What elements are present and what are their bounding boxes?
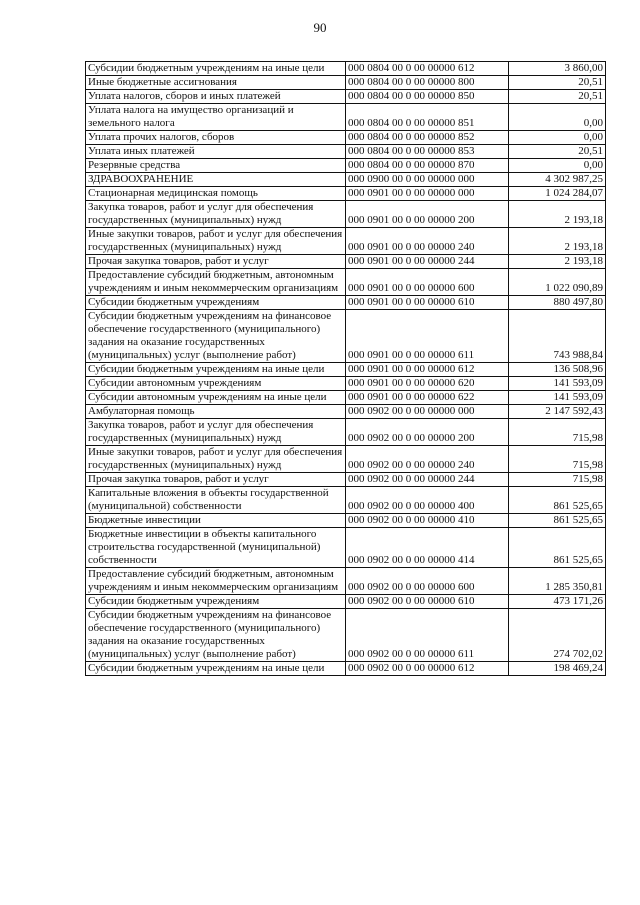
row-code-cell: 000 0804 00 0 00 00000 612 bbox=[346, 62, 509, 76]
row-name-cell: Субсидии бюджетным учреждениям bbox=[86, 595, 346, 609]
row-amount-cell: 2 193,18 bbox=[509, 255, 606, 269]
table-row bbox=[86, 528, 606, 568]
row-name-cell: Иные бюджетные ассигнования bbox=[86, 76, 346, 90]
row-name-cell: Бюджетные инвестиции bbox=[86, 514, 346, 528]
table-row bbox=[86, 296, 606, 310]
row-code-cell: 000 0902 00 0 00 00000 200 bbox=[346, 419, 509, 446]
page-number: 90 bbox=[313, 20, 327, 35]
row-amount-cell: 141 593,09 bbox=[509, 391, 606, 405]
row-name-cell: Уплата налогов, сборов и иных платежей bbox=[86, 90, 346, 104]
row-name-cell: Субсидии автономным учреждениям на иные цели bbox=[86, 391, 346, 405]
row-code-cell: 000 0902 00 0 00 00000 414 bbox=[346, 528, 509, 568]
row-name-cell: Уплата прочих налогов, сборов bbox=[86, 131, 346, 145]
row-name-cell: Субсидии бюджетным учреждениям bbox=[86, 296, 346, 310]
row-amount-cell: 2 193,18 bbox=[509, 201, 606, 228]
row-amount-cell: 4 302 987,25 bbox=[509, 173, 606, 187]
table-row bbox=[86, 310, 606, 363]
row-amount-cell: 861 525,65 bbox=[509, 487, 606, 514]
table-row bbox=[86, 568, 606, 595]
row-code-cell: 000 0902 00 0 00 00000 000 bbox=[346, 405, 509, 419]
row-code-cell: 000 0902 00 0 00 00000 400 bbox=[346, 487, 509, 514]
row-code-cell: 000 0804 00 0 00 00000 870 bbox=[346, 159, 509, 173]
row-code-cell: 000 0901 00 0 00 00000 620 bbox=[346, 377, 509, 391]
row-amount-cell: 0,00 bbox=[509, 104, 606, 131]
table-row bbox=[86, 104, 606, 131]
row-name-cell: Иные закупки товаров, работ и услуг для обеспечения государственных (муниципальных) нужд bbox=[86, 228, 346, 255]
row-code-cell: 000 0902 00 0 00 00000 611 bbox=[346, 609, 509, 662]
table-row bbox=[86, 269, 606, 296]
row-amount-cell: 136 508,96 bbox=[509, 363, 606, 377]
row-amount-cell: 2 147 592,43 bbox=[509, 405, 606, 419]
row-name-cell: Субсидии бюджетным учреждениям на финансовое обеспечение государственного (муниципального) задания на оказание государственных (муниципальных) услуг (выполнение работ) bbox=[86, 609, 346, 662]
row-name-cell: Уплата иных платежей bbox=[86, 145, 346, 159]
row-code-cell: 000 0902 00 0 00 00000 410 bbox=[346, 514, 509, 528]
row-amount-cell: 1 024 284,07 bbox=[509, 187, 606, 201]
row-amount-cell: 3 860,00 bbox=[509, 62, 606, 76]
row-code-cell: 000 0804 00 0 00 00000 850 bbox=[346, 90, 509, 104]
row-amount-cell: 20,51 bbox=[509, 76, 606, 90]
row-name-cell: Резервные средства bbox=[86, 159, 346, 173]
table-row bbox=[86, 377, 606, 391]
row-code-cell: 000 0902 00 0 00 00000 240 bbox=[346, 446, 509, 473]
row-code-cell: 000 0804 00 0 00 00000 853 bbox=[346, 145, 509, 159]
row-amount-cell: 861 525,65 bbox=[509, 528, 606, 568]
table-row bbox=[86, 363, 606, 377]
budget-table bbox=[85, 61, 606, 676]
row-name-cell: Стационарная медицинская помощь bbox=[86, 187, 346, 201]
row-code-cell: 000 0901 00 0 00 00000 240 bbox=[346, 228, 509, 255]
row-name-cell: Капитальные вложения в объекты государственной (муниципальной) собственности bbox=[86, 487, 346, 514]
row-amount-cell: 20,51 bbox=[509, 145, 606, 159]
table-row bbox=[86, 419, 606, 446]
row-name-cell: Субсидии бюджетным учреждениям на иные цели bbox=[86, 62, 346, 76]
row-name-cell: Субсидии бюджетным учреждениям на иные цели bbox=[86, 363, 346, 377]
table-row bbox=[86, 662, 606, 676]
row-code-cell: 000 0902 00 0 00 00000 612 bbox=[346, 662, 509, 676]
table-row bbox=[86, 131, 606, 145]
row-amount-cell: 198 469,24 bbox=[509, 662, 606, 676]
row-name-cell: Уплата налога на имущество организаций и земельного налога bbox=[86, 104, 346, 131]
row-code-cell: 000 0902 00 0 00 00000 244 bbox=[346, 473, 509, 487]
row-code-cell: 000 0901 00 0 00 00000 600 bbox=[346, 269, 509, 296]
table-row bbox=[86, 173, 606, 187]
row-code-cell: 000 0901 00 0 00 00000 612 bbox=[346, 363, 509, 377]
budget-table-body bbox=[86, 62, 606, 676]
row-amount-cell: 880 497,80 bbox=[509, 296, 606, 310]
row-name-cell: Закупка товаров, работ и услуг для обеспечения государственных (муниципальных) нужд bbox=[86, 419, 346, 446]
row-code-cell: 000 0901 00 0 00 00000 622 bbox=[346, 391, 509, 405]
row-amount-cell: 715,98 bbox=[509, 446, 606, 473]
table-row bbox=[86, 391, 606, 405]
table-row bbox=[86, 609, 606, 662]
row-amount-cell: 1 285 350,81 bbox=[509, 568, 606, 595]
row-name-cell: Амбулаторная помощь bbox=[86, 405, 346, 419]
row-name-cell: Иные закупки товаров, работ и услуг для обеспечения государственных (муниципальных) нужд bbox=[86, 446, 346, 473]
row-code-cell: 000 0804 00 0 00 00000 852 bbox=[346, 131, 509, 145]
table-row bbox=[86, 187, 606, 201]
row-name-cell: Предоставление субсидий бюджетным, автономным учреждениям и иным некоммерческим организациям bbox=[86, 269, 346, 296]
row-amount-cell: 0,00 bbox=[509, 131, 606, 145]
table-row bbox=[86, 473, 606, 487]
row-name-cell: Субсидии автономным учреждениям bbox=[86, 377, 346, 391]
row-amount-cell: 2 193,18 bbox=[509, 228, 606, 255]
table-row bbox=[86, 446, 606, 473]
row-name-cell: Прочая закупка товаров, работ и услуг bbox=[86, 473, 346, 487]
row-code-cell: 000 0901 00 0 00 00000 610 bbox=[346, 296, 509, 310]
row-name-cell: Закупка товаров, работ и услуг для обеспечения государственных (муниципальных) нужд bbox=[86, 201, 346, 228]
row-amount-cell: 141 593,09 bbox=[509, 377, 606, 391]
row-name-cell: Прочая закупка товаров, работ и услуг bbox=[86, 255, 346, 269]
row-amount-cell: 20,51 bbox=[509, 90, 606, 104]
row-amount-cell: 0,00 bbox=[509, 159, 606, 173]
table-row bbox=[86, 487, 606, 514]
row-code-cell: 000 0902 00 0 00 00000 610 bbox=[346, 595, 509, 609]
table-row bbox=[86, 159, 606, 173]
table-row bbox=[86, 405, 606, 419]
row-code-cell: 000 0901 00 0 00 00000 244 bbox=[346, 255, 509, 269]
row-code-cell: 000 0804 00 0 00 00000 851 bbox=[346, 104, 509, 131]
table-row bbox=[86, 595, 606, 609]
row-name-cell: Субсидии бюджетным учреждениям на иные цели bbox=[86, 662, 346, 676]
row-amount-cell: 861 525,65 bbox=[509, 514, 606, 528]
row-name-cell: Предоставление субсидий бюджетным, автономным учреждениям и иным некоммерческим организациям bbox=[86, 568, 346, 595]
table-row bbox=[86, 76, 606, 90]
table-row bbox=[86, 62, 606, 76]
table-row bbox=[86, 90, 606, 104]
row-name-cell: Субсидии бюджетным учреждениям на финансовое обеспечение государственного (муниципального) задания на оказание государственных (муниципальных) услуг (выполнение работ) bbox=[86, 310, 346, 363]
row-amount-cell: 715,98 bbox=[509, 419, 606, 446]
row-code-cell: 000 0902 00 0 00 00000 600 bbox=[346, 568, 509, 595]
row-name-cell: ЗДРАВООХРАНЕНИЕ bbox=[86, 173, 346, 187]
row-code-cell: 000 0901 00 0 00 00000 000 bbox=[346, 187, 509, 201]
row-amount-cell: 743 988,84 bbox=[509, 310, 606, 363]
row-code-cell: 000 0901 00 0 00 00000 611 bbox=[346, 310, 509, 363]
table-row bbox=[86, 255, 606, 269]
row-name-cell: Бюджетные инвестиции в объекты капитального строительства государственной (муниципальной) собственности bbox=[86, 528, 346, 568]
table-row bbox=[86, 145, 606, 159]
row-amount-cell: 715,98 bbox=[509, 473, 606, 487]
row-code-cell: 000 0901 00 0 00 00000 200 bbox=[346, 201, 509, 228]
row-amount-cell: 1 022 090,89 bbox=[509, 269, 606, 296]
row-code-cell: 000 0804 00 0 00 00000 800 bbox=[346, 76, 509, 90]
table-row bbox=[86, 201, 606, 228]
row-amount-cell: 274 702,02 bbox=[509, 609, 606, 662]
table-row bbox=[86, 514, 606, 528]
row-amount-cell: 473 171,26 bbox=[509, 595, 606, 609]
row-code-cell: 000 0900 00 0 00 00000 000 bbox=[346, 173, 509, 187]
table-row bbox=[86, 228, 606, 255]
